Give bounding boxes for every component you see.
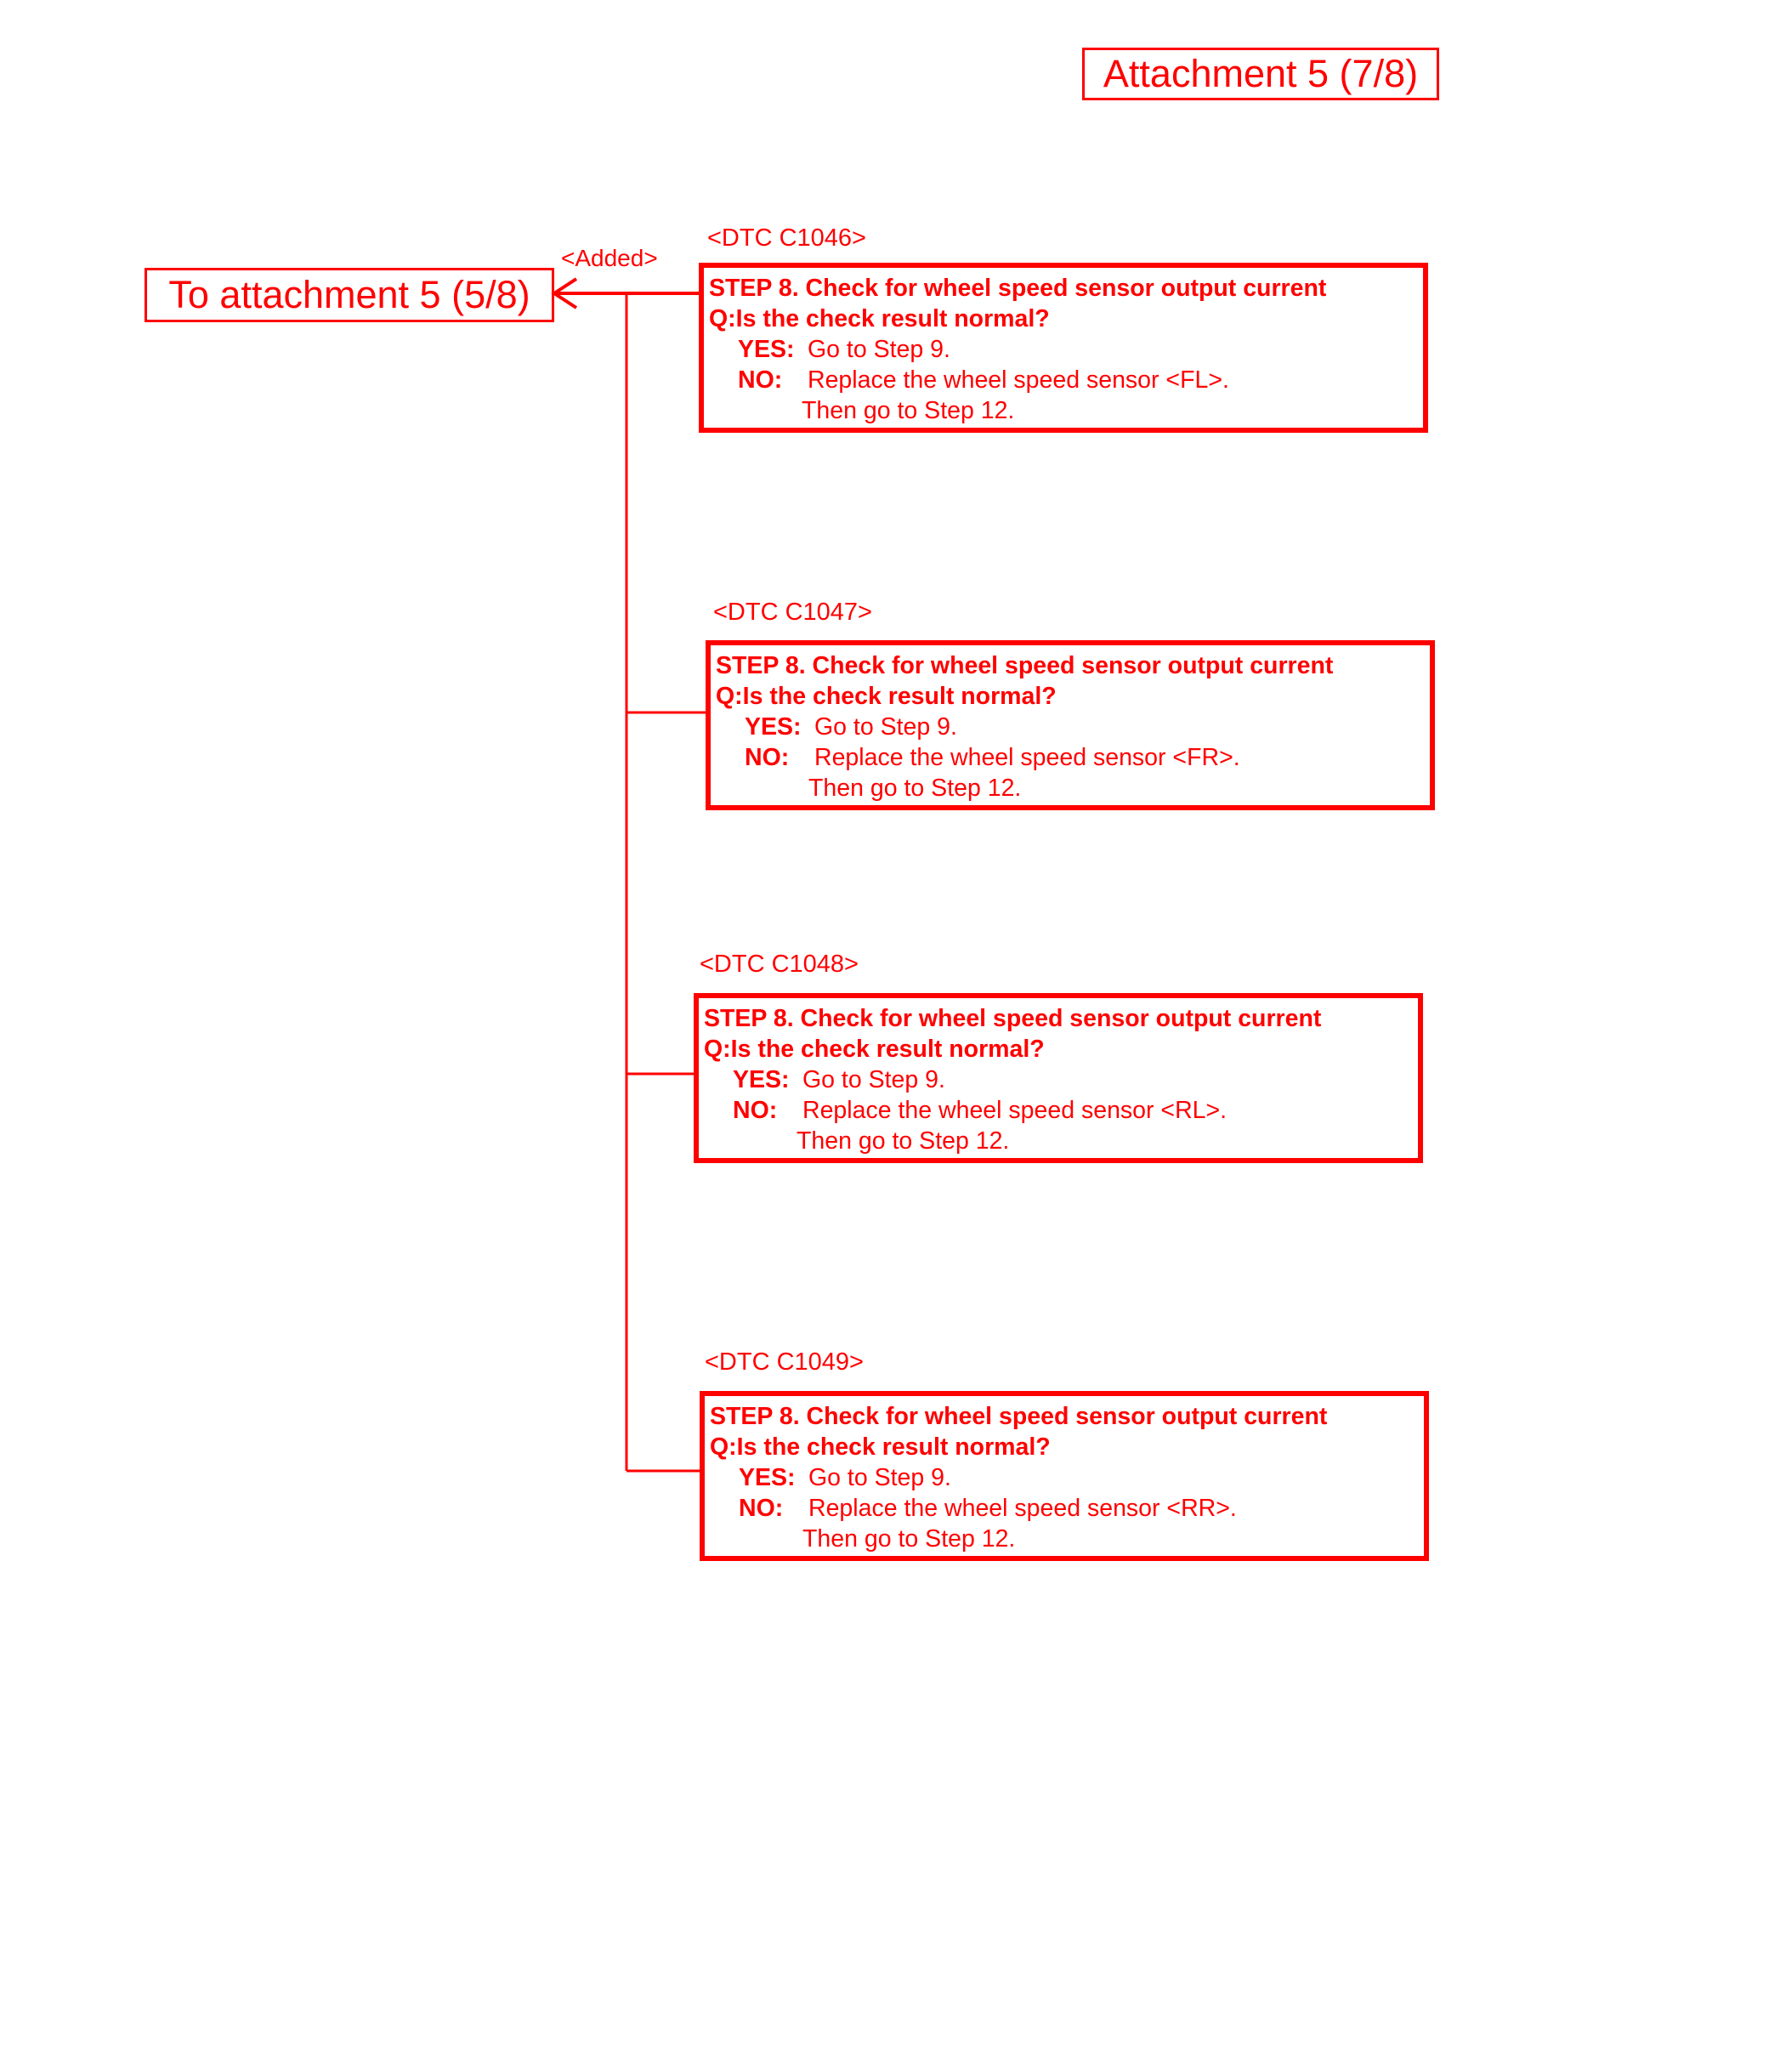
no-text: Replace the wheel speed sensor <FL>. — [808, 366, 1229, 394]
yes-text: Go to Step 9. — [814, 713, 957, 741]
step-title: STEP 8. Check for wheel speed sensor output current — [710, 1403, 1328, 1430]
step-box — [700, 1391, 1429, 1561]
then-text: Then go to Step 12. — [802, 1525, 1016, 1553]
yes-text: Go to Step 9. — [808, 336, 950, 363]
yes-label: YES: — [745, 713, 802, 741]
yes-label: YES: — [738, 336, 795, 363]
dtc-label: <DTC C1048> — [700, 951, 859, 978]
step-box — [694, 993, 1423, 1163]
then-text: Then go to Step 12. — [802, 397, 1015, 424]
yes-text: Go to Step 9. — [802, 1066, 945, 1093]
no-label: NO: — [745, 744, 790, 771]
step-question: Q:Is the check result normal? — [716, 683, 1057, 710]
no-text: Replace the wheel speed sensor <FR>. — [814, 744, 1240, 771]
step-title: STEP 8. Check for wheel speed sensor output current — [704, 1005, 1322, 1032]
target-reference-box: To attachment 5 (5/8) — [145, 268, 554, 322]
step-box — [706, 640, 1435, 810]
then-text: Then go to Step 12. — [808, 775, 1022, 802]
yes-label: YES: — [739, 1464, 796, 1491]
step-question: Q:Is the check result normal? — [710, 1433, 1051, 1461]
added-note: <Added> — [561, 245, 658, 271]
no-text: Replace the wheel speed sensor <RL>. — [802, 1097, 1228, 1124]
dtc-label: <DTC C1047> — [713, 599, 872, 626]
dtc-label: <DTC C1049> — [705, 1348, 864, 1376]
no-label: NO: — [738, 366, 783, 394]
no-label: NO: — [739, 1495, 784, 1522]
no-text: Replace the wheel speed sensor <RR>. — [808, 1495, 1237, 1522]
step-question: Q:Is the check result normal? — [704, 1036, 1045, 1063]
step-box — [699, 263, 1428, 433]
step-question: Q:Is the check result normal? — [709, 305, 1050, 332]
dtc-label: <DTC C1046> — [707, 224, 866, 252]
no-label: NO: — [733, 1097, 778, 1124]
yes-text: Go to Step 9. — [808, 1464, 951, 1491]
then-text: Then go to Step 12. — [797, 1127, 1010, 1155]
page-label: Attachment 5 (7/8) — [1082, 48, 1439, 100]
step-title: STEP 8. Check for wheel speed sensor output current — [716, 652, 1334, 679]
step-title: STEP 8. Check for wheel speed sensor output current — [709, 275, 1327, 302]
yes-label: YES: — [733, 1066, 790, 1093]
